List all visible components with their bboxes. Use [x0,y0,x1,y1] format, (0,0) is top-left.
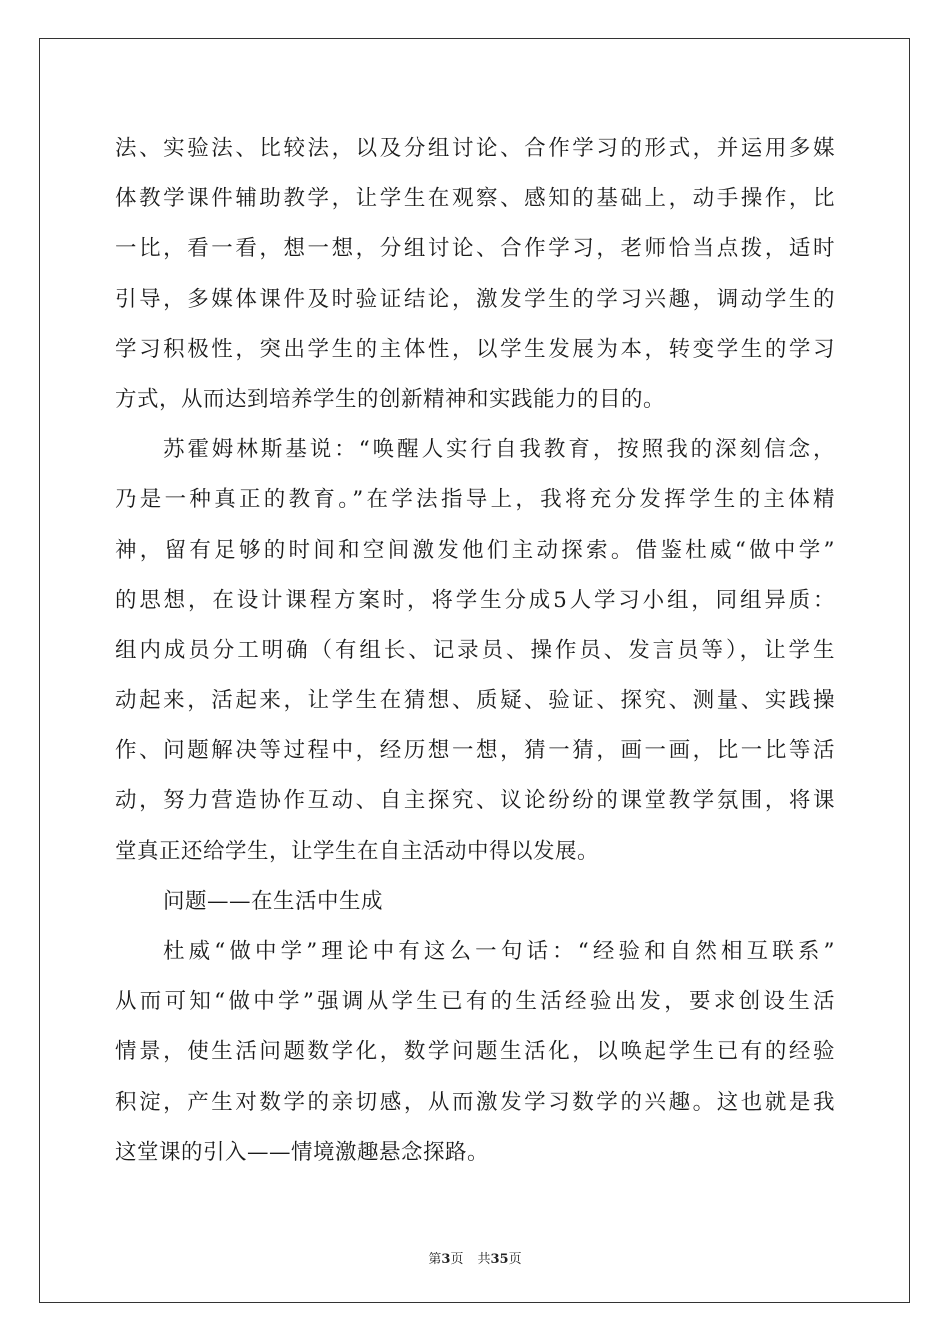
section-heading [115,877,835,927]
text-line: 法、实验法、比较法，以及分组讨论、合作学习的形式，并运用多媒 [115,136,835,161]
paragraph [115,425,835,877]
text-line: 作、问题解决等过程中，经历想一想，猜一猜，画一画，比一比等活 [115,738,835,764]
text-line: 动，努力营造协作互动、自主探究、议论纷纷的课堂教学氛围，将课 [115,788,835,814]
total-pages: 35 [490,1252,509,1267]
text-line: 学习积极性，突出学生的主体性，以学生发展为本，转变学生的学习 [115,336,835,362]
text-line: 方式，从而达到培养学生的创新精神和实践能力的目的。 [115,386,666,412]
text-line: 体教学课件辅助教学，让学生在观察、感知的基础上，动手操作，比 [115,186,835,212]
text-line: 杜威“做中学”理论中有这么一句话：“经验和自然相互联系” [163,939,835,964]
text-line: 的思想，在设计课程方案时，将学生分成5人学习小组，同组异质： [115,587,835,613]
text-line: 神，留有足够的时间和空间激发他们主动探索。借鉴杜威“做中学” [115,537,835,563]
paragraph [115,927,835,1178]
text-line: 问题——在生活中生成 [163,888,384,914]
text-line: 一比，看一看，想一想，分组讨论、合作学习，老师恰当点拨，适时 [115,236,835,262]
footer-prefix: 第 [428,1252,442,1267]
text-line: 引导，多媒体课件及时验证结论，激发学生的学习兴趣，调动学生的 [115,286,835,312]
footer-page-unit: 页 [450,1252,464,1267]
text-line: 积淀，产生对数学的亲切感，从而激发学习数学的兴趣。这也就是我 [115,1089,835,1115]
text-line: 苏霍姆林斯基说：“唤醒人实行自我教育，按照我的深刻信念， [163,437,835,463]
text-line: 从而可知“做中学”强调从学生已有的生活经验出发，要求创设生活 [115,989,835,1015]
text-line: 堂真正还给学生，让学生在自主活动中得以发展。 [115,838,600,864]
paragraph [115,124,835,425]
text-line: 情景，使生活问题数学化，数学问题生活化，以唤起学生已有的经验 [115,1039,835,1065]
footer-total-prefix: 共 [477,1252,491,1267]
page-number: 3 [441,1252,451,1267]
text-line: 组内成员分工明确（有组长、记录员、操作员、发言员等），让学生 [115,637,835,663]
text-line: 乃是一种真正的教育。”在学法指导上，我将充分发挥学生的主体精 [115,487,835,513]
text-line: 这堂课的引入——情境激趣悬念探路。 [115,1139,490,1165]
footer-total-unit: 页 [508,1252,522,1267]
page-footer [0,1248,950,1267]
document-body [115,124,835,1178]
text-line: 动起来，活起来，让学生在猜想、质疑、验证、探究、测量、实践操 [115,688,835,714]
